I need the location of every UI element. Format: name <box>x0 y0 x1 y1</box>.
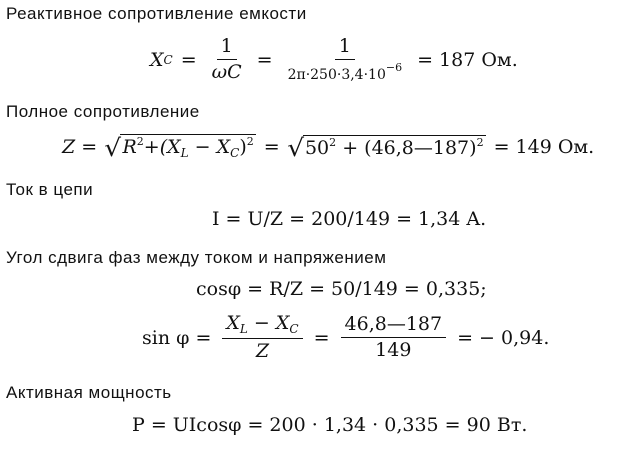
eq2-sqrt-1 <box>104 134 256 163</box>
eq5-fraction-2 <box>341 314 447 361</box>
eq2-sqrt-2 <box>288 135 486 160</box>
eq1-fraction-1 <box>208 36 246 83</box>
active-power-equation: P = UIcosφ = 200 · 1,34 · 0,335 = 90 Вт. <box>132 414 528 436</box>
eq2-sqrt1-xc-sub: C <box>230 146 240 160</box>
active-power-heading: Активная мощность <box>6 383 172 402</box>
eq2-equals: = <box>263 136 280 159</box>
eq2-sqrt1-xl: +(X <box>143 136 181 158</box>
eq5-frac2-numerator: 46,8—187 <box>341 314 447 338</box>
eq1-frac1-numerator: 1 <box>217 36 237 60</box>
eq1-frac2-numerator: 1 <box>335 36 355 60</box>
eq2-sqrt1-close: ) <box>239 136 247 158</box>
current-heading: Ток в цепи <box>6 180 94 199</box>
eq1-equals-2: = <box>256 48 273 71</box>
eq2-sqrt1-close-exp: 2 <box>246 135 254 148</box>
eq5-xl-sub: L <box>239 322 248 336</box>
eq5-xl: X <box>226 312 240 334</box>
eq5-frac1-numerator <box>222 313 302 339</box>
reactance-heading: Реактивное сопротивление емкости <box>6 4 307 23</box>
eq2-sqrt1-xl-sub: L <box>180 146 189 160</box>
eq2-sqrt1-r: R <box>122 136 137 158</box>
eq2-result: = 149 Ом. <box>493 136 595 159</box>
impedance-heading: Полное сопротивление <box>6 102 200 121</box>
cosine-equation: cosφ = R/Z = 50/149 = 0,335; <box>196 278 487 300</box>
eq1-frac1-denominator: ωC <box>211 61 242 84</box>
eq1-equals: = <box>180 48 197 71</box>
eq5-frac1-denominator: Z <box>255 340 270 363</box>
eq1-fraction-2 <box>284 36 406 83</box>
eq2-sqrt2-a: 50 <box>304 136 330 159</box>
radical-icon: √ <box>104 134 122 163</box>
radical-icon: √ <box>286 133 304 162</box>
eq1-frac2-den-exponent: −6 <box>385 60 403 74</box>
eq5-xc: − X <box>247 312 290 334</box>
phase-angle-heading: Угол сдвига фаз между током и напряжением <box>6 248 387 267</box>
eq1-result: = 187 Ом. <box>417 48 518 71</box>
eq2-sqrt1-content <box>120 134 255 160</box>
current-equation: I = U/Z = 200/149 = 1,34 A. <box>212 208 487 230</box>
eq2-lhs: Z = <box>62 136 98 159</box>
eq2-sqrt1-r-exp: 2 <box>136 135 144 148</box>
eq1-frac2-den-base: 2π·250·3,4·10 <box>287 66 386 83</box>
impedance-equation <box>62 133 595 163</box>
eq1-lhs-sub: C <box>163 52 173 67</box>
eq5-equals: = <box>313 326 330 349</box>
eq5-lhs: sin φ = <box>142 326 212 349</box>
eq5-xc-sub: C <box>289 322 299 336</box>
eq2-sqrt2-content <box>303 135 486 160</box>
eq5-frac2-denominator: 149 <box>375 339 412 362</box>
eq1-lhs: X <box>150 48 164 71</box>
eq2-sqrt2-b: + (46,8—187) <box>336 136 477 159</box>
eq2-sqrt2-a-exp: 2 <box>329 135 337 149</box>
eq2-sqrt1-xc: − X <box>188 136 231 158</box>
eq1-frac2-denominator <box>284 60 406 83</box>
capacitive-reactance-equation <box>150 36 518 83</box>
eq2-sqrt2-b-exp: 2 <box>476 135 484 149</box>
sine-equation <box>142 313 549 362</box>
eq5-fraction-1 <box>222 313 302 362</box>
eq5-result: = − 0,94. <box>457 326 550 349</box>
